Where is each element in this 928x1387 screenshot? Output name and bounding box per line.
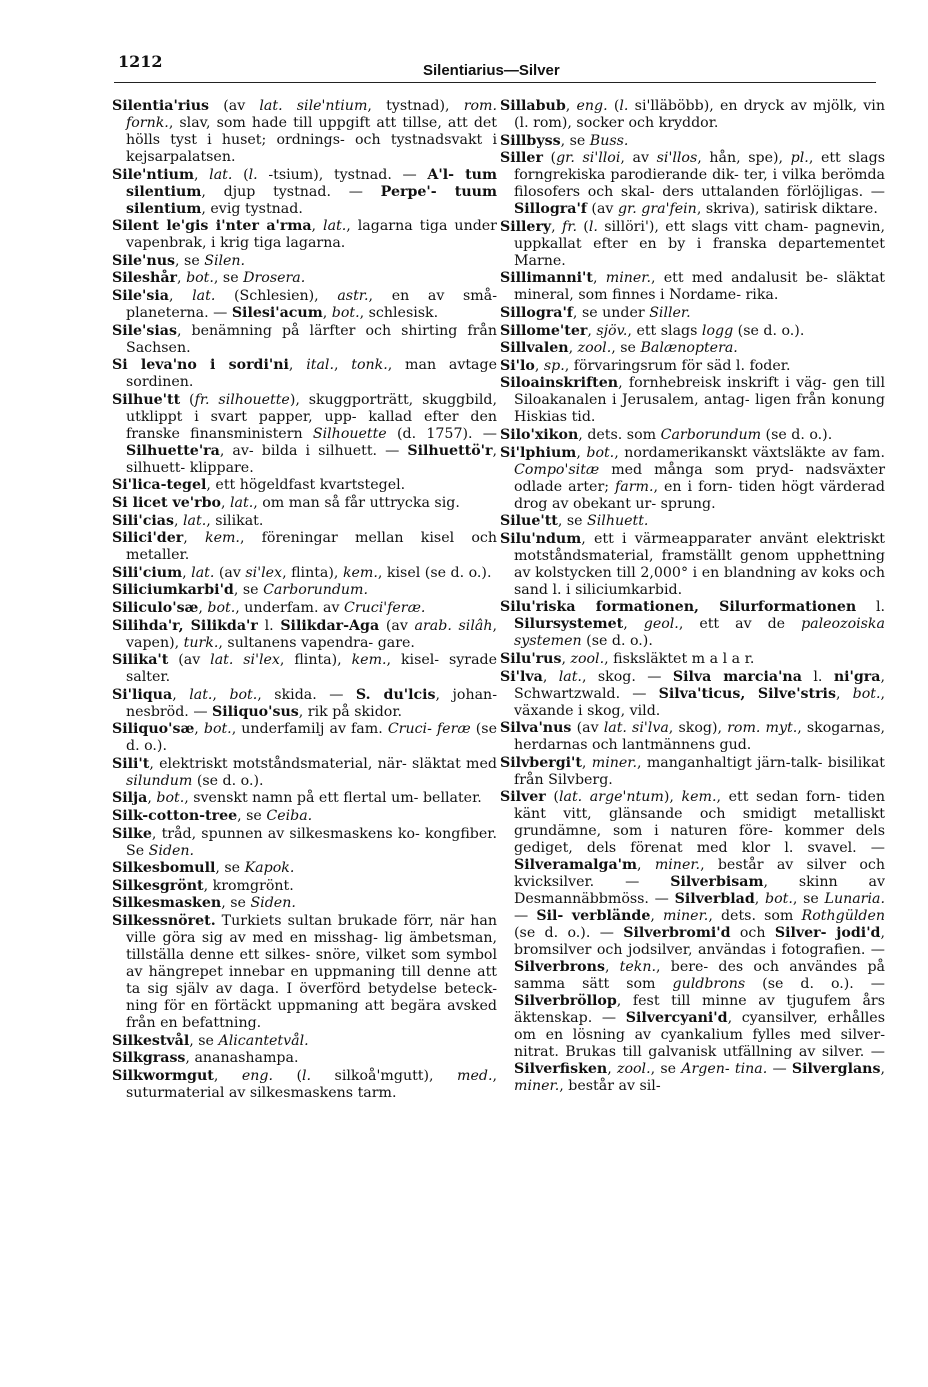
dictionary-entry: Silu'ndum, ett i värmeapparater använt elektriskt motståndsmaterial, framställt genom upphettning av kolstycken till 2,000° i en blandning av koks och sand l. i siliciumkarbid.	[500, 530, 885, 598]
dictionary-entry: Silihda'r, Silikda'r l. Silikdar-Aga (av arab. silâh, vapen), turk., sultanens vapendra- gare.	[112, 617, 497, 651]
page-number: 1212	[118, 52, 163, 71]
dictionary-entry: Sile'sias, benämning på lärfter och shirting från Sachsen.	[112, 322, 497, 356]
dictionary-entry: Sili't, elektriskt motståndsmaterial, när- släktat med silundum (se d. o.).	[112, 755, 497, 789]
dictionary-entry: Sillabub, eng. (l. si'lläböbb), en dryck av mjölk, vin (l. rom), socker och kryddor.	[500, 98, 885, 131]
dictionary-entry: Silhue'tt (fr. silhouette), skuggporträtt, skuggbild, utklippt i svart papper, upp- kallad efter den franske finansministern Silhouette (d. 1757). — Silhuette'ra, av- bilda i silhuett. — Silhuettö'r, silhuett- klippare.	[112, 391, 497, 476]
dictionary-entry: Sile'nus, se Silen.	[112, 252, 246, 269]
dictionary-entry: Silver (lat. arge'ntum), kem., ett sedan forn- tiden känt vitt, glänsande och smidigt metalliskt grundämne, som i naturen före- kommer dels gediget, dels förenat med klor l. svavel. — Silveramalga'm, miner., består av silver och kvicksilver. — Silverbisam, skinn av Desmannäbbmöss. — Silverblad, bot., se Lunaria. — Sil- verblände, miner., dets. som Rothgülden (se d. o.). — Silverbromi'd och Silver- jodi'd, bromsilver och jodsilver, användas i fotografien. — Silverbrons, tekn., bere- des och användes på samma sätt som guldbrons (se d. o.). — Silverbröllop, fest till minne av tjugufem års äktenskap. — Silvercyani'd, cyansilver, erhålles om en lösning av cyankalium fylles med silver- nitrat. Brukas till galvanisk utfällning av silver. — Silverfisken, zool., se Argen- tina. — Silverglans, miner., består av sil-	[500, 789, 886, 1095]
dictionary-entry: Silkessnöret. Turkiets sultan brukade förr, när han ville göra sig av med en misshag- lig ämbetsman, tillställa denne ett silkes- snöre, vilket som symbol av hängrepet innebar en uppmaning till denne att ta sig själv av daga. I överförd betydelse beteck- ning för en förtäckt uppmaning att begära avsked från en befattning.	[112, 913, 497, 1032]
dictionary-entry: Sileshår, bot., se Drosera.	[112, 270, 306, 287]
dictionary-entry: Si'lva, lat., skog. — Silva marcia'na l. ni'gra, Schwartzwald. — Silva'ticus, Silve'stris, bot., växande i skog, vild.	[500, 668, 885, 719]
dictionary-entry: Sile'sia, lat. (Schlesien), astr., en av små- planeterna. — Silesi'acum, bot., schlesisk.	[112, 287, 497, 321]
dictionary-entry: Silkestvål, se Alicantetvål.	[112, 1032, 309, 1049]
dictionary-entry: Silent le'gis i'nter a'rma, lat., lagarna tiga under vapenbrak, i krig tiga lagarna.	[112, 218, 497, 252]
dictionary-entry: Si'lo, sp., förvaringsrum för säd l. foder.	[500, 357, 791, 374]
dictionary-entry: Silkesmasken, se Siden.	[112, 895, 296, 912]
dictionary-entry: Sili'cias, lat., silikat.	[112, 512, 264, 529]
dictionary-entry: Silvbergi't, miner., manganhaltigt järn-talk- bisilikat från Silvberg.	[500, 754, 885, 788]
dictionary-entry: Si licet ve'rbo, lat., om man så får uttrycka sig.	[112, 494, 460, 511]
running-head: Silentiarius—Silver	[423, 62, 560, 79]
dictionary-entry: Sillery, fr. (l. sillöri'), ett slags vitt cham- pagnevin, uppkallat efter en by i franska departementet Marne.	[500, 218, 886, 269]
left-column	[112, 98, 497, 1102]
dictionary-entry: Silkesgrönt, kromgrönt.	[112, 877, 294, 894]
dictionary-entry: Sillvalen, zool., se Balænoptera.	[500, 340, 738, 357]
dictionary-entry: Sillogra'f, se under Siller.	[500, 304, 691, 321]
dictionary-entry: Silu'rus, zool., fisksläktet m a l a r.	[500, 650, 755, 667]
dictionary-entry: Siliquo'sæ, bot., underfamilj av fam. Cruci- feræ (se d. o.).	[112, 721, 497, 755]
dictionary-entry: Siliculo'sæ, bot., underfam. av Cruci'feræ.	[112, 599, 426, 616]
dictionary-entry: Silo'xikon, dets. som Carborundum (se d. o.).	[500, 426, 833, 443]
dictionary-entry: Sillbyss, se Buss.	[500, 132, 629, 149]
dictionary-entry: Silu'riska formationen, Silurformationen l. Silursystemet, geol., ett av de paleozoiska systemen (se d. o.).	[500, 599, 885, 650]
dictionary-entry: Si'lphium, bot., nordamerikanskt växtsläkte av fam. Compo'sitæ med många som pryd- nadsväxter odlade arter; farm., en i forn- tiden högt värderad drog av obekant ur- sprung.	[500, 444, 885, 512]
right-column	[500, 98, 885, 1096]
dictionary-entry: Silika't (av lat. si'lex, flinta), kem., kisel- syrade salter.	[112, 652, 498, 686]
dictionary-entry: Si'lica-tegel, ett högeldfast kvartstegel.	[112, 477, 406, 494]
header-rule	[114, 82, 876, 83]
dictionary-entry: Sillome'ter, sjöv., ett slags logg (se d. o.).	[500, 322, 805, 339]
dictionary-entry: Si'liqua, lat., bot., skida. — S. du'lcis, johan- nesbröd. — Siliquo'sus, rik på skidor.	[112, 686, 497, 720]
dictionary-entry: Sillimanni't, miner., ett med andalusit be- släktat mineral, som finnes i Nordame- rika.	[500, 270, 885, 304]
dictionary-entry: Siliciumkarbi'd, se Carborundum.	[112, 582, 369, 599]
dictionary-entry: Silva'nus (av lat. si'lva, skog), rom. myt., skogarnas, herdarnas och lantmännens gud.	[500, 720, 886, 754]
dictionary-entry: Silue'tt, se Silhuett.	[500, 513, 649, 530]
dictionary-entry: Silkesbomull, se Kapok.	[112, 860, 295, 877]
dictionary-entry: Silkwormgut, eng. (l. silkoå'mgutt), med., suturmaterial av silkesmaskens tarm.	[112, 1067, 497, 1101]
dictionary-entry: Siloainskriften, fornhebreisk inskrift i väg- gen till Siloakanalen i Jerusalem, antag- ligen från konung Hiskias tid.	[500, 375, 885, 426]
dictionary-entry: Silk-cotton-tree, se Ceiba.	[112, 808, 313, 825]
dictionary-entry: Silkgrass, ananashampa.	[112, 1050, 299, 1067]
dictionary-entry: Siller (gr. si'lloi, av si'llos, hån, spe), pl., ett slags forngrekiska parodierande dik- ter, i vilka berömda filosofers och skal- ders uttalanden förlöjligas. — Sillogra'f (av gr. gra'fein, skriva), satirisk diktare.	[500, 150, 885, 218]
dictionary-entry: Silentia'rius (av lat. sile'ntium, tystnad), rom. fornk., slav, som hade till uppgift att tillse, att det hölls tyst i huset; ordnings- och tystnadsvakt i kejsarpalatsen.	[112, 98, 497, 165]
dictionary-entry: Silja, bot., svenskt namn på ett flertal um- bellater.	[112, 790, 482, 807]
dictionary-entry: Silke, tråd, spunnen av silkesmaskens ko- kongfiber. Se Siden.	[112, 825, 497, 859]
dictionary-entry: Silici'der, kem., föreningar mellan kisel och metaller.	[112, 530, 497, 564]
dictionary-entry: Sile'ntium, lat. (l. -tsium), tystnad. — A'l- tum silentium, djup tystnad. — Perpe'- tuum silentium, evig tystnad.	[112, 166, 498, 217]
dictionary-entry: Sili'cium, lat. (av si'lex, flinta), kem., kisel (se d. o.).	[112, 564, 492, 581]
dictionary-entry: Si leva'no i sordi'ni, ital., tonk., man avtage sordinen.	[112, 357, 497, 391]
